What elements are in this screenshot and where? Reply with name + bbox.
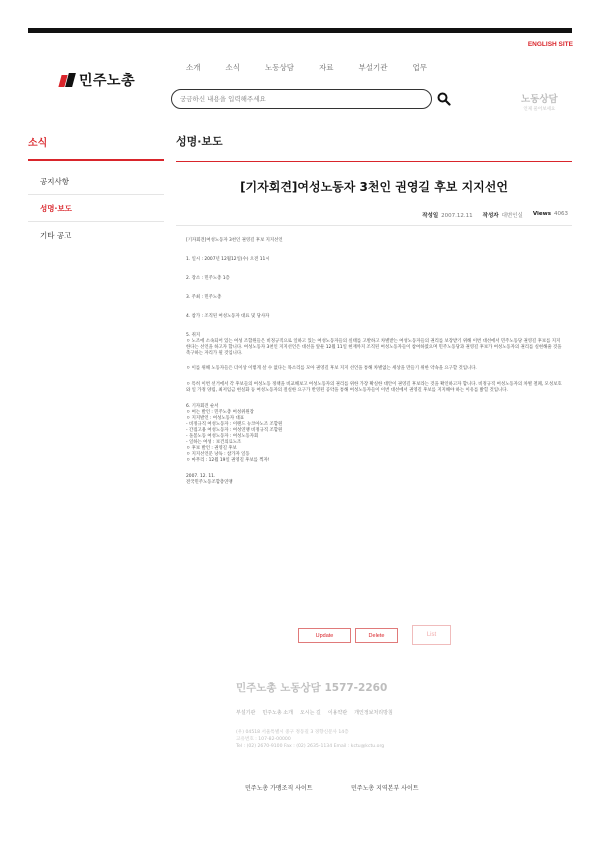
search-input[interactable] — [180, 95, 420, 103]
content-line: - 비정규직 여성노동자 : 이랜드 뉴코아노조 조합원 — [186, 422, 283, 428]
footer-contact: Tel : (02) 2670-9100 Fax : (02) 2635-1134 Email : kctu@kctu.org — [236, 744, 385, 750]
footer-link[interactable]: 부설기관 — [236, 710, 256, 716]
regional-sites-link[interactable]: 민주노총 지역본부 사이트 — [351, 785, 419, 792]
footer-address: (우) 04518 서울특별시 중구 정동길 3 경향신문사 14층 — [236, 730, 349, 735]
post-content — [186, 238, 564, 486]
consult-title: 노동상담 — [521, 94, 558, 105]
consult-subtitle: 언제 물어보세요 — [523, 107, 556, 112]
sidebar-item-notices[interactable]: 공지사항 — [40, 177, 69, 186]
content-line: 5. 취지 — [186, 332, 201, 338]
content-paragraph: ㅇ 노조에 소속되어 있는 여성 조합원들은 비정규직으로 일하고 있는 여성노동자들의 실태를 고발하고 차별받는 여성노동자들의 권리를 보장받기 위해 이번 대선에서 민주노동당 권영길 후보를 지지한다는 선언을 하고자 합니다. 여성노동자 3천인 지지선언은 대선을 앞둔 12월 11일 현재까지 조직된 여성노동자들이 참여하였으며 민주노동당과 권영길 후보가 여성노동자의 권리를 실현해줄 것을 촉구하는 자리가 될 것입니다. — [186, 338, 562, 356]
search-box — [171, 89, 432, 109]
nav-item-work[interactable]: 업무 — [412, 63, 427, 72]
delete-button[interactable]: Delete — [355, 628, 398, 643]
sidebar-item-statements[interactable]: 성명·보도 — [40, 204, 72, 213]
nav-item-consult[interactable]: 노동상담 — [265, 63, 294, 72]
content-line: - 간접고용 여성노동자 : 여성연맹 비정규직 조합원 — [186, 428, 283, 433]
content-line: 1. 일시 : 2007년 12월12일(수) 오전 11시 — [186, 256, 270, 262]
logo-text: 민주노총 — [79, 73, 136, 89]
footer-link[interactable]: 이용약관 — [327, 710, 348, 716]
logo[interactable] — [60, 70, 135, 90]
nav-item-affiliates[interactable]: 부설기관 — [358, 63, 388, 72]
english-site-link[interactable]: ENGLISH SITE — [527, 41, 573, 48]
footer-link[interactable]: 민주노총 소개 — [262, 710, 293, 716]
consult-link[interactable] — [521, 91, 558, 112]
sidebar-separator — [28, 221, 164, 222]
content-date: 2007. 12. 11. — [186, 473, 216, 479]
post-author: 작성자 대변인실 — [482, 213, 523, 219]
search-icon[interactable] — [437, 92, 451, 106]
top-bar — [28, 28, 572, 33]
footer-links — [236, 709, 556, 716]
content-line: 3. 주최 : 민주노총 — [186, 294, 222, 300]
content-line: - 돌봄노동 여성노동자 : 여성노동자회 — [186, 433, 259, 439]
content-line: 4. 참가 : 조직된 여성노동자 대표 및 당사자 — [186, 313, 270, 319]
footer-info — [236, 729, 556, 750]
content-line: 6. 기자회견 순서 — [186, 404, 219, 410]
post-title: [기자회견]여성노동자 3천인 권영길 후보 지지선언 — [240, 180, 508, 194]
nav-item-resources[interactable]: 자료 — [318, 63, 334, 72]
content-line: ㅇ 마무리 : 12월 19일 권영길 후보를 찍자! — [186, 457, 270, 463]
content-line: ㅇ 후보 발언 : 권영길 후보 — [186, 445, 237, 451]
sidebar-separator — [28, 194, 164, 195]
content-line: - 일하는 여성 : 보건의료노조 — [186, 439, 242, 445]
affiliate-sites-link[interactable]: 민주노총 가맹조직 사이트 — [245, 785, 313, 792]
post-date: 작성일 2007.12.11 — [422, 213, 473, 219]
footer — [236, 680, 556, 750]
content-line: 2. 장소 : 민주노총 1층 — [186, 275, 230, 281]
sidebar-item-other-notices[interactable]: 기타 공고 — [40, 231, 72, 240]
footer-title: 민주노총 노동상담 1577-2260 — [236, 682, 388, 694]
nav-item-news[interactable]: 소식 — [225, 63, 240, 72]
post-meta — [422, 211, 568, 219]
logo-mark-icon — [60, 73, 76, 87]
content-signature: 전국민주노동조합총연맹 — [186, 479, 233, 485]
page-title: 성명·보도 — [176, 135, 223, 148]
list-button[interactable]: List — [412, 625, 451, 645]
update-button[interactable]: Update — [298, 628, 351, 643]
sidebar-divider — [28, 159, 164, 161]
content-paragraph: ㅇ 이를 위해 노동자들은 더이상 이렇게 살 수 없다는 목소리를 모아 권영길 후보 지지 선언을 통해 차별없는 세상을 만들기 위한 약속을 요구할 것입니다. — [186, 366, 477, 372]
post-views: Views 4063 — [532, 211, 568, 217]
main-nav — [186, 62, 452, 73]
content-line: ㅇ 지지선언문 낭독 : 참가자 일동 — [186, 451, 250, 457]
footer-link[interactable]: 개인정보처리방침 — [354, 710, 393, 716]
meta-divider — [176, 225, 572, 226]
title-divider — [176, 161, 572, 162]
footer-link[interactable]: 오시는 길 — [299, 710, 321, 716]
nav-item-about[interactable]: 소개 — [186, 63, 201, 72]
content-line: ㅇ 지지발언 : 여성노동자 대표 — [186, 416, 244, 422]
content-line: [기자회견]여성노동자 3천인 권영길 후보 지지선언 — [186, 238, 283, 243]
content-line: ㅇ 여는 발언 : 민주노총 여성위원장 — [186, 410, 254, 416]
sidebar-title: 소식 — [28, 138, 48, 149]
footer-registration: 고유번호 : 107-82-00000 — [236, 737, 291, 743]
content-paragraph: ㅇ 특히 이번 선거에서 각 후보들의 여성노동 정책을 비교해보고 여성노동자의 권리를 위한 가장 확실한 대안이 권영길 후보라는 것을 확인하고자 합니다. 비정규직 여성노동자의 차별 철폐, 모성보호와 일 가정 양립, 최저임금 현실화 등 여성노동자의 절실한 요구가 반영된 공약을 통해 여성노동자들이 이번 대선에서 권영길 후보를 지지해야 하는 이유를 밝힐 것입니다. — [186, 382, 562, 394]
